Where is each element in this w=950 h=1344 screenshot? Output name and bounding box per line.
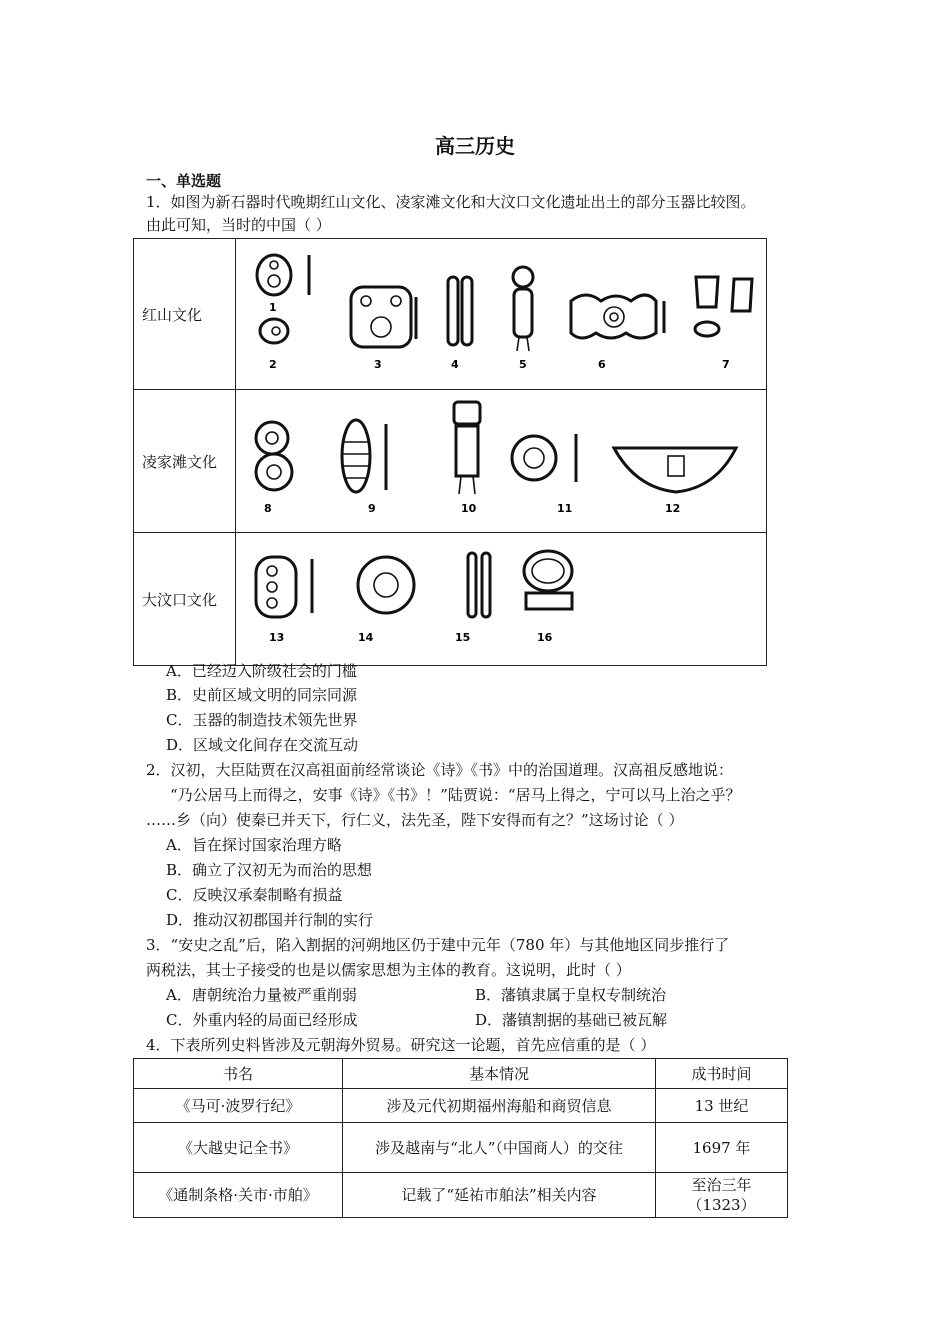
culture-label-dawenkou: 大汶口文化 xyxy=(134,533,236,666)
q2-option-c[interactable]: C．反映汉承秦制略有损益 xyxy=(166,886,343,904)
hongshan-jade-illustration xyxy=(236,239,766,385)
table-cell: 记载了“延祐市舶法”相关内容 xyxy=(343,1173,656,1218)
table-cell: 《马可·波罗行纪》 xyxy=(134,1089,343,1123)
jade-item-12 xyxy=(614,448,736,492)
figure-number: 10 xyxy=(461,502,477,515)
figure-number: 9 xyxy=(368,502,376,515)
q1-option-c[interactable]: C．玉器的制造技术领先世界 xyxy=(166,711,358,729)
jade-item-13 xyxy=(256,557,312,617)
jade-item-3 xyxy=(351,287,416,347)
table-row xyxy=(134,1123,788,1173)
q4-stem: 4．下表所列史料皆涉及元朝海外贸易。研究这一论题，首先应信重的是（ ） xyxy=(146,1036,656,1054)
dawenkou-jade-illustration xyxy=(236,533,766,661)
q2-option-a[interactable]: A．旨在探讨国家治理方略 xyxy=(166,836,342,854)
lingjiatan-jade-figures xyxy=(236,390,767,533)
jade-comparison-table xyxy=(133,238,767,666)
figure-number: 5 xyxy=(519,358,527,371)
sources-table xyxy=(133,1058,788,1218)
q1-option-a[interactable]: A．已经迈入阶级社会的门槛 xyxy=(166,662,357,680)
figure-number: 16 xyxy=(537,631,553,644)
q2-stem-line-2: “乃公居马上而得之，安事《诗》《书》！”陆贾说：“居马上得之，宁可以马上治之乎？ xyxy=(170,786,741,804)
jade-item-4 xyxy=(448,277,472,345)
q3-option-a[interactable]: A．唐朝统治力量被严重削弱 xyxy=(166,986,357,1004)
jade-item-11 xyxy=(512,434,576,482)
table-cell: 涉及越南与“北人”（中国商人）的交往 xyxy=(343,1123,656,1173)
jade-item-6 xyxy=(571,295,664,338)
q1-option-d[interactable]: D．区域文化间存在交流互动 xyxy=(166,736,359,754)
q3-stem-line-2: 两税法，其士子接受的也是以儒家思想为主体的教育。这说明，此时（ ） xyxy=(146,961,631,979)
figure-number: 15 xyxy=(455,631,471,644)
jade-item-16 xyxy=(524,551,572,609)
q1-stem-line-2: 由此可知，当时的中国（ ） xyxy=(146,216,331,234)
page-title: 高三历史 xyxy=(435,134,515,158)
table-cell: 《通制条格·关市·市舶》 xyxy=(134,1173,343,1218)
jade-item-15 xyxy=(468,553,490,617)
figure-number: 13 xyxy=(269,631,285,644)
q2-stem-line-1: 2．汉初，大臣陆贾在汉高祖面前经常谈论《诗》《书》中的治国道理。汉高祖反感地说： xyxy=(146,761,734,779)
figure-number: 1 xyxy=(269,301,277,314)
figure-number: 3 xyxy=(374,358,382,371)
jade-item-9 xyxy=(342,420,386,492)
jade-item-8 xyxy=(256,422,292,490)
q3-stem-line-1: 3．“安史之乱”后，陷入割据的河朔地区仍于建中元年（780 年）与其他地区同步推行了 xyxy=(146,936,730,954)
q1-option-b[interactable]: B．史前区域文明的同宗同源 xyxy=(166,686,358,704)
jade-item-5 xyxy=(513,267,533,351)
q2-stem-line-3: ……乡（向）使秦已并天下，行仁义，法先圣，陛下安得而有之？”这场讨论（ ） xyxy=(146,811,684,829)
figure-number: 2 xyxy=(269,358,277,371)
jade-item-7 xyxy=(695,277,752,336)
table-header: 书名 xyxy=(134,1059,343,1089)
table-header: 基本情况 xyxy=(343,1059,656,1089)
figure-number: 6 xyxy=(598,358,606,371)
q3-option-c[interactable]: C．外重内轻的局面已经形成 xyxy=(166,1011,358,1029)
hongshan-jade-figures xyxy=(236,239,767,390)
figure-number: 8 xyxy=(264,502,272,515)
q3-option-b[interactable]: B．藩镇隶属于皇权专制统治 xyxy=(475,986,667,1004)
figure-number: 11 xyxy=(557,502,573,515)
table-cell: 1697 年 xyxy=(656,1123,788,1173)
jade-item-2 xyxy=(260,319,288,343)
table-cell: 《大越史记全书》 xyxy=(134,1123,343,1173)
figure-number: 12 xyxy=(665,502,681,515)
table-header: 成书时间 xyxy=(656,1059,788,1089)
figure-number: 7 xyxy=(722,358,730,371)
table-row xyxy=(134,1089,788,1123)
section-heading: 一、单选题 xyxy=(146,172,222,190)
table-cell: 涉及元代初期福州海船和商贸信息 xyxy=(343,1089,656,1123)
culture-label-hongshan: 红山文化 xyxy=(134,239,236,390)
jade-item-1 xyxy=(257,255,309,295)
q2-option-d[interactable]: D．推动汉初郡国并行制的实行 xyxy=(166,911,374,929)
lingjiatan-jade-illustration xyxy=(236,390,766,528)
jade-item-14 xyxy=(358,557,414,613)
jade-item-10 xyxy=(454,402,480,494)
figure-number: 14 xyxy=(358,631,374,644)
figure-number: 4 xyxy=(451,358,459,371)
q2-option-b[interactable]: B．确立了汉初无为而治的思想 xyxy=(166,861,373,879)
q3-option-d[interactable]: D．藩镇割据的基础已被瓦解 xyxy=(475,1011,668,1029)
q1-stem-line-1: 1．如图为新石器时代晚期红山文化、凌家滩文化和大汶口文化遗址出土的部分玉器比较图。 xyxy=(146,193,756,211)
table-row xyxy=(134,1173,788,1218)
dawenkou-jade-figures xyxy=(236,533,767,666)
table-cell: 至治三年（1323） xyxy=(656,1173,788,1218)
culture-label-lingjiatan: 凌家滩文化 xyxy=(134,390,236,533)
table-cell: 13 世纪 xyxy=(656,1089,788,1123)
